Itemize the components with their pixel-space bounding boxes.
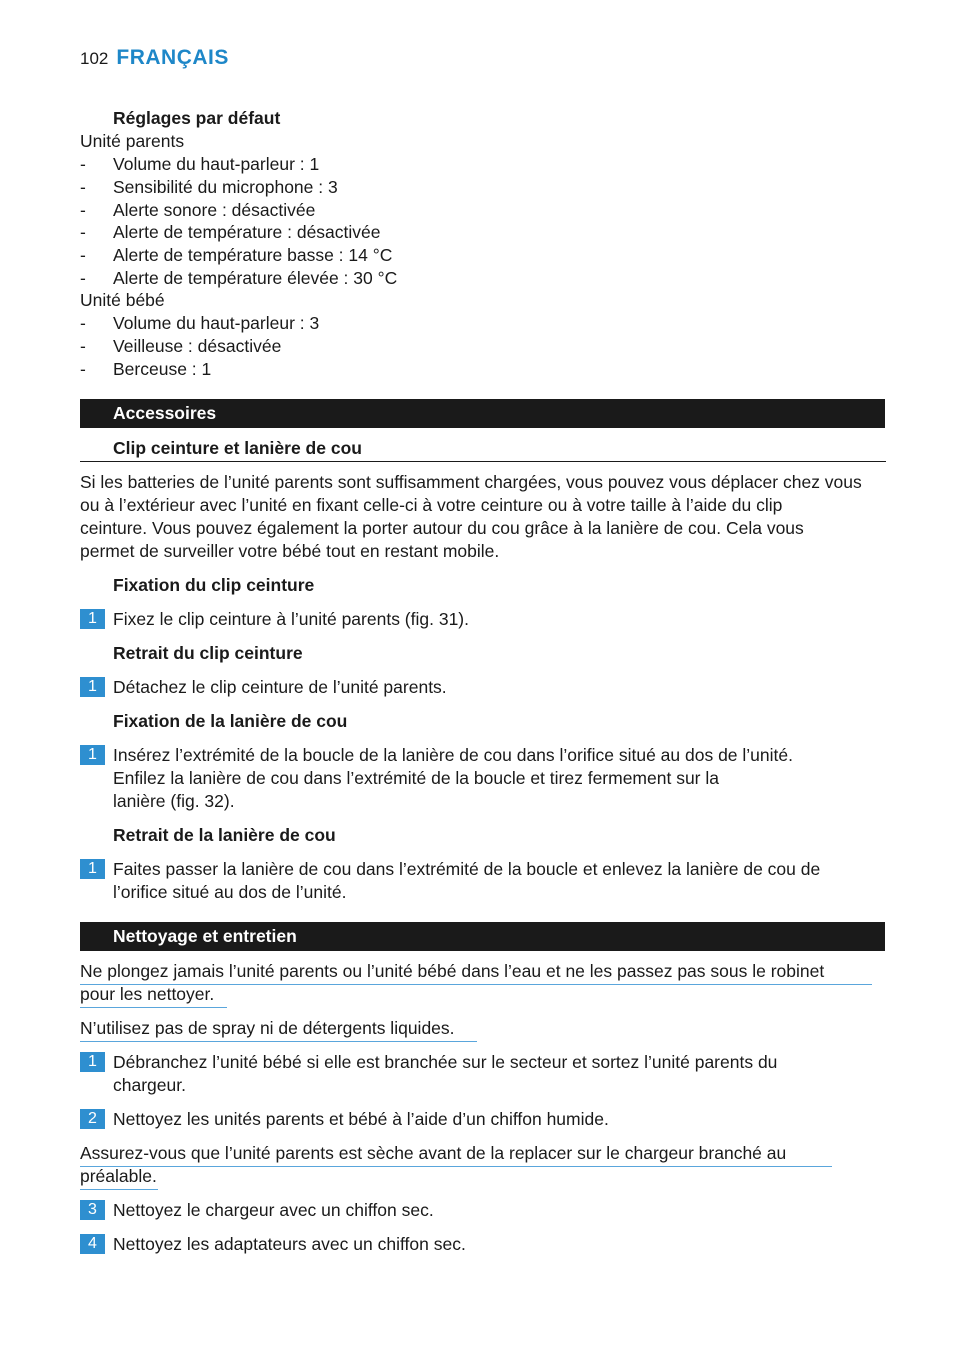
step-text: lanière (fig. 32). bbox=[113, 791, 235, 811]
list-dash: - bbox=[80, 268, 86, 288]
page-header bbox=[80, 46, 229, 76]
step-number-badge: 1 bbox=[80, 859, 105, 879]
divider bbox=[80, 461, 886, 462]
list-item: Sensibilité du microphone : 3 bbox=[113, 177, 338, 197]
section-title: Nettoyage et entretien bbox=[113, 926, 297, 946]
warning-underline bbox=[80, 1007, 227, 1008]
warning-underline bbox=[80, 1189, 158, 1190]
list-item: Veilleuse : désactivée bbox=[113, 336, 282, 356]
warning-line: préalable. bbox=[80, 1166, 157, 1186]
warning-underline bbox=[80, 1041, 477, 1042]
section-bar-cleaning bbox=[80, 922, 885, 951]
step-heading: Retrait de la lanière de cou bbox=[113, 825, 336, 845]
step-text: Détachez le clip ceinture de l’unité parents. bbox=[113, 677, 447, 697]
warning-underline bbox=[80, 1166, 832, 1167]
step-number-badge: 1 bbox=[80, 677, 105, 697]
step-number-badge: 1 bbox=[80, 745, 105, 765]
step-heading: Fixation de la lanière de cou bbox=[113, 711, 348, 731]
list-dash: - bbox=[80, 359, 86, 379]
page-number: 102 bbox=[80, 49, 109, 68]
list-dash: - bbox=[80, 177, 86, 197]
step-heading: Retrait du clip ceinture bbox=[113, 643, 303, 663]
section-title: Accessoires bbox=[113, 403, 217, 423]
step-number-badge: 2 bbox=[80, 1109, 105, 1129]
list-item: Alerte de température élevée : 30 °C bbox=[113, 268, 398, 288]
defaults-title: Réglages par défaut bbox=[113, 108, 281, 128]
step-text: Nettoyez les unités parents et bébé à l’aide d’un chiffon humide. bbox=[113, 1109, 609, 1129]
list-dash: - bbox=[80, 245, 86, 265]
baby-unit-label: Unité bébé bbox=[80, 290, 165, 310]
warning-line: Assurez-vous que l’unité parents est sèche avant de la replacer sur le chargeur branché au bbox=[80, 1143, 787, 1163]
list-item: Volume du haut-parleur : 1 bbox=[113, 154, 320, 174]
warning-line: pour les nettoyer. bbox=[80, 984, 215, 1004]
paragraph-line: ou à l’extérieur avec l’unité en fixant celle-ci à votre ceinture ou à votre taille à l’aide du clip bbox=[80, 495, 783, 515]
paragraph-line: permet de surveiller votre bébé tout en restant mobile. bbox=[80, 541, 500, 561]
step-number-badge: 1 bbox=[80, 609, 105, 629]
warning-line: N’utilisez pas de spray ni de détergents liquides. bbox=[80, 1018, 455, 1038]
step-text: Enfilez la lanière de cou dans l’extrémité de la boucle et tirez fermement sur la bbox=[113, 768, 719, 788]
subsection-title: Clip ceinture et lanière de cou bbox=[113, 438, 362, 458]
paragraph-line: ceinture. Vous pouvez également la porter autour du cou grâce à la lanière de cou. Cela vous bbox=[80, 518, 804, 538]
step-number-badge: 1 bbox=[80, 1052, 105, 1072]
list-dash: - bbox=[80, 313, 86, 333]
list-dash: - bbox=[80, 336, 86, 356]
list-item: Volume du haut-parleur : 3 bbox=[113, 313, 320, 333]
list-item: Berceuse : 1 bbox=[113, 359, 212, 379]
section-bar-accessories bbox=[80, 399, 885, 428]
language-label: FRANÇAIS bbox=[116, 46, 229, 69]
list-item: Alerte sonore : désactivée bbox=[113, 200, 316, 220]
list-dash: - bbox=[80, 154, 86, 174]
step-heading: Fixation du clip ceinture bbox=[113, 575, 315, 595]
warning-line: Ne plongez jamais l’unité parents ou l’unité bébé dans l’eau et ne les passez pas sous le robinet bbox=[80, 961, 825, 981]
step-text: Nettoyez le chargeur avec un chiffon sec. bbox=[113, 1200, 434, 1220]
step-text: l’orifice situé au dos de l’unité. bbox=[113, 882, 347, 902]
list-item: Alerte de température basse : 14 °C bbox=[113, 245, 393, 265]
step-number-badge: 3 bbox=[80, 1200, 105, 1220]
paragraph-line: Si les batteries de l’unité parents sont suffisamment chargées, vous pouvez vous déplacer chez vous bbox=[80, 472, 862, 492]
step-text: Nettoyez les adaptateurs avec un chiffon sec. bbox=[113, 1234, 466, 1254]
parent-unit-label: Unité parents bbox=[80, 131, 185, 151]
step-text: Insérez l’extrémité de la boucle de la lanière de cou dans l’orifice situé au dos de l’unité. bbox=[113, 745, 793, 765]
step-number-badge: 4 bbox=[80, 1234, 105, 1254]
list-dash: - bbox=[80, 200, 86, 220]
step-text: Fixez le clip ceinture à l’unité parents (fig. 31). bbox=[113, 609, 469, 629]
list-dash: - bbox=[80, 222, 86, 242]
list-item: Alerte de température : désactivée bbox=[113, 222, 381, 242]
step-text: chargeur. bbox=[113, 1075, 186, 1095]
step-text: Débranchez l’unité bébé si elle est branchée sur le secteur et sortez l’unité parents du bbox=[113, 1052, 778, 1072]
step-text: Faites passer la lanière de cou dans l’extrémité de la boucle et enlevez la lanière de cou de bbox=[113, 859, 821, 879]
